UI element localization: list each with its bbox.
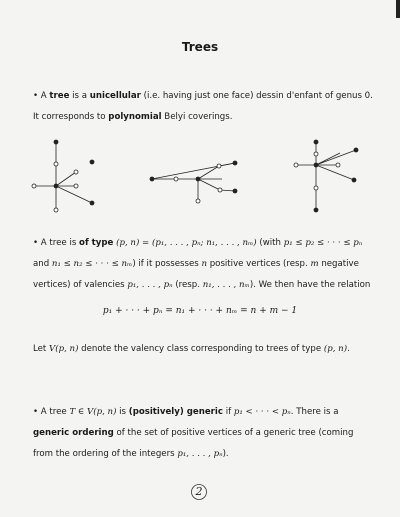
tree-vertex-open [74, 184, 78, 188]
tree-vertex-filled [233, 189, 237, 193]
bullet: • [33, 238, 39, 248]
math-generic-condition: p₁ < · · · < pₙ [233, 407, 291, 417]
bullet: • [33, 407, 39, 417]
tree-vertex-filled [54, 184, 58, 188]
tree-vertex-filled [90, 201, 94, 205]
tree-vertex-filled [354, 148, 358, 152]
tree-vertex-open [32, 184, 36, 188]
math-vpn: V(p, n) [49, 344, 79, 354]
term-generic: (positively) generic [128, 407, 223, 417]
tree-vertex-filled [150, 177, 154, 181]
valency-relation-equation: p₁ + · · · + pₙ = n₁ + · · · + nₘ = n + m − 1 [102, 306, 298, 316]
tree-vertex-filled [352, 178, 356, 182]
math-pn: (p, n) [323, 344, 348, 354]
tree-vertex-open [314, 186, 318, 190]
math-t-in-vpn: T ∈ V(p, n) [69, 407, 117, 417]
tree-vertex-open [336, 163, 340, 167]
tree-vertex-filled [90, 160, 94, 164]
tree-vertex-open [196, 199, 200, 203]
tree-vertex-open [294, 163, 298, 167]
term-of-type: of type [79, 238, 114, 248]
math-condition-n: n₁ ≤ n₂ ≤ · · · ≤ nₘ [51, 259, 133, 269]
paragraph-tree-type: • A tree is of type (p, n) = (p₁, . . . , pₙ; n₁, . . . , nₘ) (with p₁ ≤ p₂ ≤ · · · ≤ pₙ and n₁ ≤ n₂ ≤ · · · ≤ nₘ) if it possesses n positive vertices (resp. m negative vertices) of valencies p₁, . . . , pₙ (resp. n₁, . . . , nₘ). We then have the relation [33, 238, 371, 290]
tree-vertex-open [217, 164, 221, 168]
term-polynomial: polynomial [108, 112, 162, 122]
math-condition-p: p₁ ≤ p₂ ≤ · · · ≤ pₙ [283, 238, 363, 248]
page-number-label: 2 [195, 485, 203, 498]
term-tree: tree [49, 91, 70, 101]
tree-vertex-open [54, 208, 58, 212]
tree-vertex-filled [314, 208, 318, 212]
tree-vertex-filled [196, 177, 200, 181]
bullet: • [33, 91, 39, 101]
page-title: Trees [181, 40, 219, 54]
tree-diagram-2 [152, 163, 235, 201]
tree-vertex-filled [233, 161, 237, 165]
tree-vertex-open [174, 177, 178, 181]
scan-edge-mark [396, 0, 400, 18]
term-generic-ordering: generic ordering [33, 428, 114, 438]
math-valencies-n: n₁, . . . , nₘ [202, 280, 250, 290]
math-m: m [310, 259, 319, 269]
tree-vertex-open [218, 188, 222, 192]
tree-vertex-filled [314, 140, 318, 144]
math-integers: p₁, . . . , pₙ [177, 449, 223, 459]
term-unicellular: unicellular [89, 91, 141, 101]
tree-diagram-1 [34, 142, 92, 210]
tree-vertex-filled [314, 163, 318, 167]
math-valencies-p: p₁, . . . , pₙ [127, 280, 173, 290]
paragraph-generic-tree: • A tree T ∈ V(p, n) is (positively) generic if p₁ < · · · < pₙ. There is a generic ordering of the set of positive vertices of a generic tree (coming from the ordering of the integers p₁, . . . , pₙ). [33, 407, 354, 459]
tree-vertex-open [314, 152, 318, 156]
page-number [190, 483, 208, 501]
tree-diagram-3 [296, 142, 356, 210]
tree-vertex-open [74, 170, 78, 174]
math-type-definition: (p, n) = (p₁, . . . , pₙ; n₁, . . . , nₘ) [116, 238, 257, 248]
paragraph-valency-class: Let V(p, n) denote the valency class corresponding to trees of type (p, n). [33, 344, 350, 354]
math-n: n [201, 259, 207, 269]
tree-vertex-open [54, 162, 58, 166]
paragraph-tree-definition: • A tree is a unicellular (i.e. having just one face) dessin d'enfant of genus 0. It corresponds to polynomial Belyi coverings. [33, 91, 373, 122]
tree-diagrams [0, 128, 400, 220]
tree-vertex-filled [54, 140, 58, 144]
